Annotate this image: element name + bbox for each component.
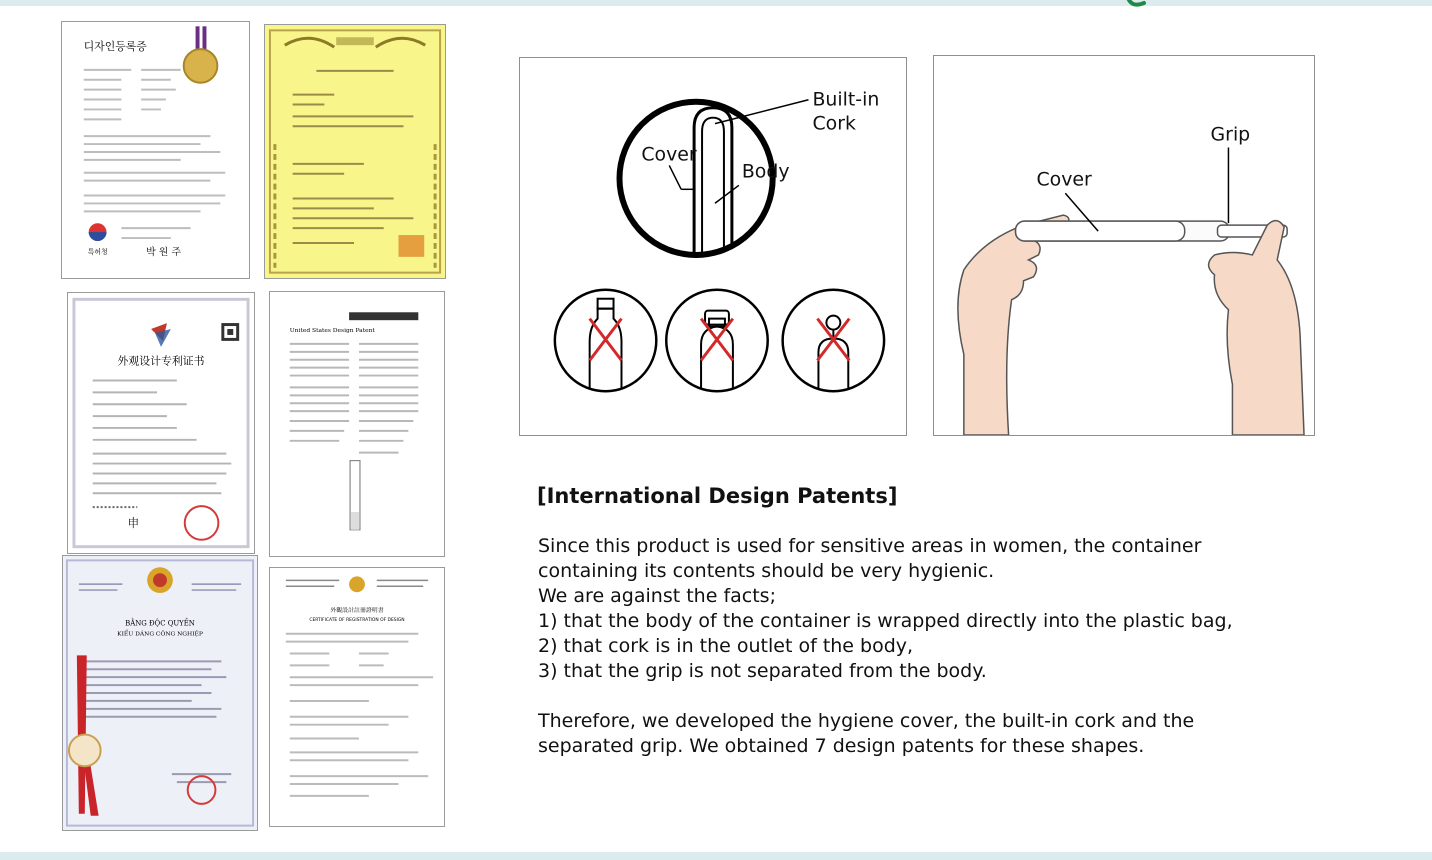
closing-line: separated grip. We obtained 7 design patents for these shapes. bbox=[538, 735, 1145, 757]
usa-cert-title: United States Design Patent bbox=[289, 327, 375, 335]
grip-diagram-panel bbox=[933, 55, 1315, 436]
korea-cert-issuer: 특허청 bbox=[87, 247, 108, 256]
cork-diagram-panel bbox=[519, 57, 907, 436]
svg-text:申: 申 bbox=[127, 515, 140, 530]
closing-line: Therefore, we developed the hygiene cover, the built-in cork and the bbox=[538, 710, 1195, 732]
korea-cert-title: 디자인등록증 bbox=[83, 40, 147, 54]
section-heading: [International Design Patents] bbox=[537, 484, 898, 508]
top-band bbox=[0, 0, 1432, 6]
body-line: 2) that cork is in the outlet of the body, bbox=[538, 635, 914, 657]
china-cert-title: 外观设计专利证书 bbox=[117, 354, 205, 368]
body-line: Since this product is used for sensitive areas in women, the container bbox=[538, 535, 1202, 557]
paragraph-gap bbox=[538, 684, 1278, 709]
brand-swoosh bbox=[1124, 0, 1164, 8]
hongkong-design-certificate bbox=[269, 567, 445, 827]
cover-label-diagram: Cover bbox=[641, 143, 697, 166]
japan-design-certificate bbox=[264, 24, 446, 279]
article-body bbox=[538, 534, 1278, 759]
korea-design-certificate bbox=[61, 21, 250, 279]
body-line: We are against the facts; bbox=[538, 585, 776, 607]
cover-label-hand: Cover bbox=[1036, 168, 1092, 191]
grip-label: Grip bbox=[1210, 123, 1251, 146]
korea-cert-signature: 박 원 주 bbox=[146, 246, 182, 258]
bottom-band bbox=[0, 852, 1432, 860]
vietnam-cert-subtitle: KIỂU DÁNG CÔNG NGHIỆP bbox=[117, 630, 203, 638]
body-line: containing its contents should be very hygienic. bbox=[538, 560, 995, 582]
left-hand-shape bbox=[958, 215, 1069, 435]
hongkong-cert-subtitle: CERTIFICATE OF REGISTRATION OF DESIGN bbox=[309, 617, 405, 623]
right-hand-shape bbox=[1209, 221, 1304, 435]
built-in-label: Built-in bbox=[812, 88, 880, 111]
body-line: 1) that the body of the container is wrapped directly into the plastic bag, bbox=[538, 610, 1233, 632]
body-line: 3) that the grip is not separated from the body. bbox=[538, 660, 987, 682]
china-design-certificate bbox=[67, 292, 255, 554]
body-label: Body bbox=[741, 160, 790, 183]
cork-label: Cork bbox=[812, 112, 856, 135]
vietnam-design-certificate bbox=[62, 555, 258, 831]
usa-design-patent bbox=[269, 291, 445, 557]
vietnam-cert-title: BẰNG ĐỘC QUYỀN bbox=[125, 619, 195, 628]
hongkong-cert-title: 外觀設計註冊證明書 bbox=[330, 606, 384, 614]
